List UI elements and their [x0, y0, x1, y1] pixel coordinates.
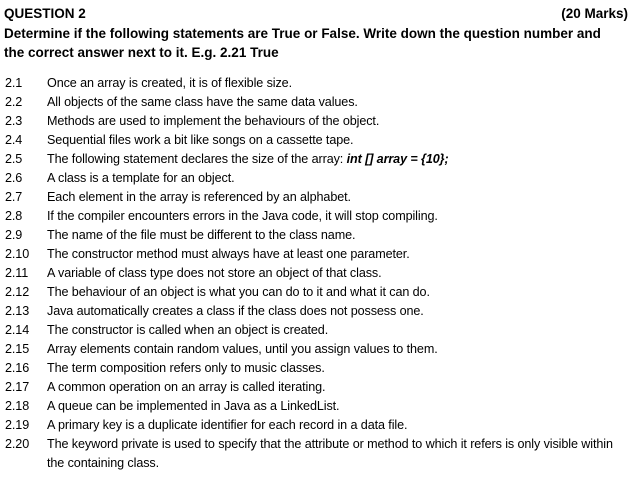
marks-label: (20 Marks) [561, 6, 628, 21]
question-item [4, 74, 628, 93]
question-text [47, 378, 628, 397]
question-item [4, 302, 628, 321]
question-list [4, 74, 628, 473]
question-text [47, 226, 628, 245]
question-item [4, 321, 628, 340]
question-statement: Methods are used to implement the behaviours of the object. [47, 114, 380, 128]
question-number: 2.5 [5, 152, 23, 166]
instructions-text: Determine if the following statements are True or False. Write down the question number and the correct answer next to it. E.g. 2.21 True [4, 26, 601, 60]
question-text [47, 207, 628, 226]
question-number: 2.6 [5, 171, 23, 185]
question-statement: The behaviour of an object is what you can do to it and what it can do. [47, 285, 430, 299]
question-text [47, 150, 628, 169]
question-text [47, 359, 628, 378]
question-number: 2.13 [5, 304, 30, 318]
question-statement: The term composition refers only to music classes. [47, 361, 325, 375]
question-item [4, 283, 628, 302]
question-number: 2.11 [5, 266, 29, 280]
question-item [4, 226, 628, 245]
question-text [47, 435, 628, 473]
question-number: 2.3 [5, 114, 23, 128]
question-statement: All objects of the same class have the same data values. [47, 95, 358, 109]
question-text [47, 74, 628, 93]
question-statement: Java automatically creates a class if the class does not possess one. [47, 304, 424, 318]
question-text [47, 416, 628, 435]
question-statement: The constructor is called when an object is created. [47, 323, 329, 337]
question-text [47, 340, 628, 359]
question-item [4, 264, 628, 283]
question-text [47, 169, 628, 188]
question-item [4, 150, 628, 169]
question-number: 2.17 [5, 380, 30, 394]
question-text [47, 264, 628, 283]
question-item [4, 207, 628, 226]
question-statement: The following statement declares the size of the array: [47, 152, 347, 166]
question-text [47, 188, 628, 207]
question-statement: Sequential files work a bit like songs on a cassette tape. [47, 133, 354, 147]
question-item [4, 93, 628, 112]
question-item [4, 359, 628, 378]
question-item [4, 245, 628, 264]
question-header [4, 5, 628, 22]
question-statement: A common operation on an array is called iterating. [47, 380, 326, 394]
question-statement: Array elements contain random values, until you assign values to them. [47, 342, 438, 356]
question-item [4, 397, 628, 416]
question-number: 2.18 [5, 399, 30, 413]
question-statement: Each element in the array is referenced by an alphabet. [47, 190, 351, 204]
question-text [47, 245, 628, 264]
question-text [47, 321, 628, 340]
question-number: 2.4 [5, 133, 23, 147]
question-number: 2.15 [5, 342, 30, 356]
question-text [47, 302, 628, 321]
question-text [47, 283, 628, 302]
question-number: 2.16 [5, 361, 30, 375]
question-item [4, 435, 628, 473]
question-statement: The keyword private is used to specify that the attribute or method to which it refers is only visible within the containing class. [47, 437, 613, 470]
question-number: 2.9 [5, 228, 23, 242]
question-item [4, 416, 628, 435]
question-number: 2.12 [5, 285, 30, 299]
question-title: QUESTION 2 [4, 6, 86, 21]
question-item [4, 112, 628, 131]
question-text [47, 397, 628, 416]
question-number: 2.14 [5, 323, 30, 337]
question-statement: If the compiler encounters errors in the Java code, it will stop compiling. [47, 209, 438, 223]
question-statement: A primary key is a duplicate identifier for each record in a data file. [47, 418, 408, 432]
document-page [4, 5, 628, 473]
question-text [47, 131, 628, 150]
question-statement: A variable of class type does not store an object of that class. [47, 266, 382, 280]
question-number: 2.1 [5, 76, 23, 90]
question-item [4, 131, 628, 150]
question-item [4, 188, 628, 207]
question-text [47, 93, 628, 112]
question-number: 2.2 [5, 95, 23, 109]
question-number: 2.10 [5, 247, 30, 261]
question-statement: A queue can be implemented in Java as a LinkedList. [47, 399, 340, 413]
question-number: 2.19 [5, 418, 30, 432]
question-item [4, 169, 628, 188]
question-statement: Once an array is created, it is of flexible size. [47, 76, 292, 90]
question-number: 2.8 [5, 209, 23, 223]
code-snippet: int [] array = {10}; [346, 152, 449, 166]
question-number: 2.7 [5, 190, 23, 204]
question-statement: The name of the file must be different to the class name. [47, 228, 356, 242]
question-number: 2.20 [5, 437, 30, 451]
question-text [47, 112, 628, 131]
question-statement: A class is a template for an object. [47, 171, 235, 185]
question-statement: The constructor method must always have at least one parameter. [47, 247, 410, 261]
question-item [4, 378, 628, 397]
question-item [4, 340, 628, 359]
